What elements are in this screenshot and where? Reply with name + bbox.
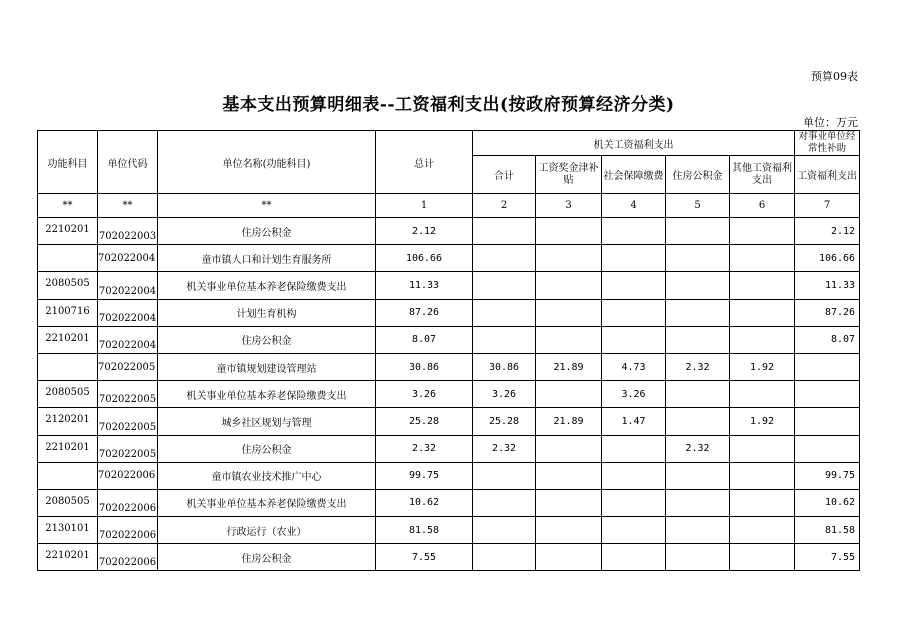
total-cell: 25.28 xyxy=(376,408,473,435)
index-cell: ** xyxy=(38,194,98,218)
unit-name-cell: 机关事业单位基本养老保险缴费支出 xyxy=(158,381,376,408)
unit-name-cell: 计划生育机构 xyxy=(158,299,376,326)
salary-cell xyxy=(536,435,602,462)
other-cell xyxy=(730,381,795,408)
salary-cell xyxy=(536,218,602,245)
index-cell: 6 xyxy=(730,194,795,218)
housing-cell xyxy=(666,299,730,326)
org-total-cell xyxy=(473,544,536,571)
subsidy-cell xyxy=(795,435,860,462)
unit-code-cell: 702022004 xyxy=(98,272,158,299)
housing-cell xyxy=(666,381,730,408)
org-total-cell xyxy=(473,299,536,326)
table-row xyxy=(38,462,860,489)
header-housing: 住房公积金 xyxy=(666,156,730,194)
subsidy-cell xyxy=(795,381,860,408)
table-row xyxy=(38,245,860,272)
header-subsidy-salary: 工资福利支出 xyxy=(795,156,860,194)
unit-name-cell: 机关事业单位基本养老保险缴费支出 xyxy=(158,489,376,516)
index-cell: ** xyxy=(158,194,376,218)
header-group-org: 机关工资福利支出 xyxy=(473,131,795,156)
func-code-cell: 2130101 xyxy=(38,517,98,544)
housing-cell: 2.32 xyxy=(666,435,730,462)
social-cell xyxy=(602,326,666,353)
social-cell xyxy=(602,462,666,489)
unit-name-cell: 住房公积金 xyxy=(158,544,376,571)
unit-name-cell: 城乡社区规划与管理 xyxy=(158,408,376,435)
social-cell xyxy=(602,489,666,516)
header-total: 总计 xyxy=(376,131,473,194)
social-cell xyxy=(602,218,666,245)
unit-code-cell: 702022006 xyxy=(98,517,158,544)
org-total-cell: 3.26 xyxy=(473,381,536,408)
func-code-cell: 2080505 xyxy=(38,489,98,516)
total-cell: 8.07 xyxy=(376,326,473,353)
social-cell xyxy=(602,245,666,272)
header-func-code: 功能科目 xyxy=(38,131,98,194)
table-row xyxy=(38,326,860,353)
other-cell xyxy=(730,517,795,544)
total-cell: 11.33 xyxy=(376,272,473,299)
header-group-subsidy: 对事业单位经常性补助 xyxy=(795,131,860,156)
org-total-cell: 25.28 xyxy=(473,408,536,435)
subsidy-cell: 81.58 xyxy=(795,517,860,544)
housing-cell xyxy=(666,462,730,489)
index-cell: 3 xyxy=(536,194,602,218)
header-unit-name: 单位名称(功能科目) xyxy=(158,131,376,194)
housing-cell xyxy=(666,408,730,435)
index-row xyxy=(38,194,860,218)
unit-name-cell: 住房公积金 xyxy=(158,218,376,245)
salary-cell: 21.89 xyxy=(536,408,602,435)
func-code-cell xyxy=(38,462,98,489)
index-cell: 2 xyxy=(473,194,536,218)
unit-code-cell: 702022004 xyxy=(98,245,158,272)
unit-code-cell: 702022006 xyxy=(98,544,158,571)
total-cell: 3.26 xyxy=(376,381,473,408)
org-total-cell xyxy=(473,272,536,299)
unit-name-cell: 童市镇规划建设管理站 xyxy=(158,353,376,380)
unit-code-cell: 702022005 xyxy=(98,381,158,408)
total-cell: 10.62 xyxy=(376,489,473,516)
org-total-cell xyxy=(473,326,536,353)
other-cell xyxy=(730,218,795,245)
org-total-cell: 2.32 xyxy=(473,435,536,462)
total-cell: 30.86 xyxy=(376,353,473,380)
other-cell xyxy=(730,489,795,516)
func-code-cell: 2120201 xyxy=(38,408,98,435)
unit-name-cell: 童市镇人口和计划生育服务所 xyxy=(158,245,376,272)
total-cell: 7.55 xyxy=(376,544,473,571)
func-code-cell: 2210201 xyxy=(38,544,98,571)
salary-cell: 21.89 xyxy=(536,353,602,380)
unit-code-cell: 702022004 xyxy=(98,326,158,353)
header-other: 其他工资福利支出 xyxy=(730,156,795,194)
table-row xyxy=(38,544,860,571)
func-code-cell xyxy=(38,353,98,380)
total-cell: 99.75 xyxy=(376,462,473,489)
other-cell xyxy=(730,245,795,272)
unit-code-cell: 702022005 xyxy=(98,353,158,380)
subsidy-cell xyxy=(795,353,860,380)
table-row xyxy=(38,381,860,408)
housing-cell xyxy=(666,272,730,299)
org-total-cell: 30.86 xyxy=(473,353,536,380)
social-cell xyxy=(602,544,666,571)
subsidy-cell: 99.75 xyxy=(795,462,860,489)
social-cell: 1.47 xyxy=(602,408,666,435)
housing-cell xyxy=(666,517,730,544)
header-social: 社会保障缴费 xyxy=(602,156,666,194)
social-cell: 3.26 xyxy=(602,381,666,408)
form-code: 预算09表 xyxy=(811,70,858,83)
index-cell: 1 xyxy=(376,194,473,218)
social-cell xyxy=(602,435,666,462)
unit-code-cell: 702022005 xyxy=(98,408,158,435)
unit-name-cell: 行政运行（农业） xyxy=(158,517,376,544)
other-cell: 1.92 xyxy=(730,353,795,380)
unit-name-cell: 住房公积金 xyxy=(158,326,376,353)
other-cell xyxy=(730,462,795,489)
header-sub-total: 合计 xyxy=(473,156,536,194)
other-cell xyxy=(730,326,795,353)
housing-cell: 2.32 xyxy=(666,353,730,380)
unit-code-cell: 702022006 xyxy=(98,462,158,489)
social-cell xyxy=(602,517,666,544)
table-row xyxy=(38,489,860,516)
unit-code-cell: 702022004 xyxy=(98,299,158,326)
table-row xyxy=(38,353,860,380)
unit-code-cell: 702022006 xyxy=(98,489,158,516)
page-title: 基本支出预算明细表--工资福利支出(按政府预算经济分类) xyxy=(222,95,675,115)
social-cell xyxy=(602,299,666,326)
housing-cell xyxy=(666,326,730,353)
subsidy-cell: 106.66 xyxy=(795,245,860,272)
housing-cell xyxy=(666,245,730,272)
salary-cell xyxy=(536,299,602,326)
unit-name-cell: 机关事业单位基本养老保险缴费支出 xyxy=(158,272,376,299)
unit-code-cell: 702022003 xyxy=(98,218,158,245)
other-cell xyxy=(730,299,795,326)
budget-table xyxy=(37,130,860,571)
unit-code-cell: 702022005 xyxy=(98,435,158,462)
salary-cell xyxy=(536,517,602,544)
total-cell: 106.66 xyxy=(376,245,473,272)
total-cell: 87.26 xyxy=(376,299,473,326)
org-total-cell xyxy=(473,489,536,516)
other-cell xyxy=(730,435,795,462)
func-code-cell: 2100716 xyxy=(38,299,98,326)
func-code-cell: 2210201 xyxy=(38,435,98,462)
func-code-cell: 2080505 xyxy=(38,381,98,408)
table-row xyxy=(38,272,860,299)
index-cell: 7 xyxy=(795,194,860,218)
housing-cell xyxy=(666,544,730,571)
subsidy-cell: 8.07 xyxy=(795,326,860,353)
table-row xyxy=(38,218,860,245)
org-total-cell xyxy=(473,517,536,544)
subsidy-cell: 11.33 xyxy=(795,272,860,299)
salary-cell xyxy=(536,381,602,408)
table-row xyxy=(38,517,860,544)
subsidy-cell: 87.26 xyxy=(795,299,860,326)
other-cell xyxy=(730,272,795,299)
salary-cell xyxy=(536,489,602,516)
index-cell: ** xyxy=(98,194,158,218)
org-total-cell xyxy=(473,462,536,489)
org-total-cell xyxy=(473,245,536,272)
social-cell xyxy=(602,272,666,299)
other-cell xyxy=(730,544,795,571)
housing-cell xyxy=(666,489,730,516)
unit-name-cell: 住房公积金 xyxy=(158,435,376,462)
salary-cell xyxy=(536,326,602,353)
header-unit-code: 单位代码 xyxy=(98,131,158,194)
table-row xyxy=(38,435,860,462)
total-cell: 81.58 xyxy=(376,517,473,544)
func-code-cell xyxy=(38,245,98,272)
subsidy-cell: 7.55 xyxy=(795,544,860,571)
table-row xyxy=(38,299,860,326)
salary-cell xyxy=(536,272,602,299)
salary-cell xyxy=(536,462,602,489)
func-code-cell: 2210201 xyxy=(38,326,98,353)
subsidy-cell xyxy=(795,408,860,435)
header-salary: 工资奖金津补贴 xyxy=(536,156,602,194)
index-cell: 4 xyxy=(602,194,666,218)
total-cell: 2.12 xyxy=(376,218,473,245)
subsidy-cell: 2.12 xyxy=(795,218,860,245)
other-cell: 1.92 xyxy=(730,408,795,435)
housing-cell xyxy=(666,218,730,245)
org-total-cell xyxy=(473,218,536,245)
func-code-cell: 2210201 xyxy=(38,218,98,245)
total-cell: 2.32 xyxy=(376,435,473,462)
social-cell: 4.73 xyxy=(602,353,666,380)
index-cell: 5 xyxy=(666,194,730,218)
unit-label: 单位：万元 xyxy=(803,116,858,129)
salary-cell xyxy=(536,544,602,571)
func-code-cell: 2080505 xyxy=(38,272,98,299)
unit-name-cell: 童市镇农业技术推广中心 xyxy=(158,462,376,489)
table-row xyxy=(38,408,860,435)
salary-cell xyxy=(536,245,602,272)
subsidy-cell: 10.62 xyxy=(795,489,860,516)
